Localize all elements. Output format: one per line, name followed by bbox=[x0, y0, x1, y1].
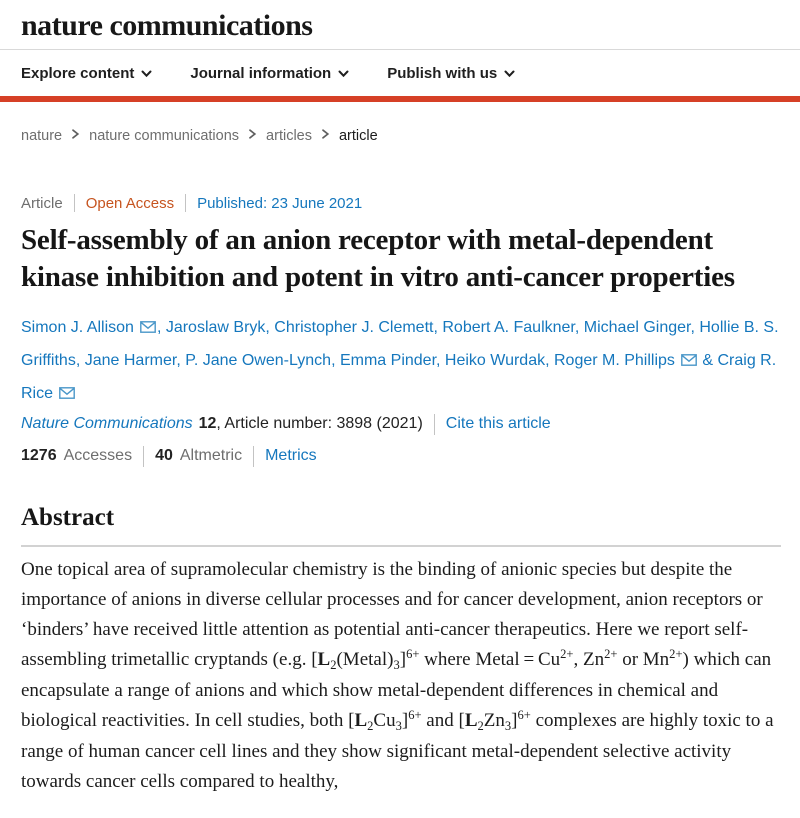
accesses-label: Accesses bbox=[63, 447, 133, 464]
separator bbox=[434, 414, 435, 435]
author-separator: , bbox=[545, 352, 554, 369]
author-separator: , bbox=[690, 319, 700, 336]
nav-item-explore-content[interactable] bbox=[21, 65, 152, 82]
breadcrumb-link-nature[interactable]: nature bbox=[21, 128, 63, 144]
author-link[interactable]: Roger M. Phillips bbox=[553, 352, 675, 369]
email-icon[interactable] bbox=[59, 387, 75, 399]
chevron-right-icon bbox=[321, 128, 330, 144]
article-title: Self-assembly of an anion receptor with metal-dependent kinase inhibition and potent in vitro anti-cancer properties bbox=[21, 224, 735, 293]
citation-year: (2021) bbox=[376, 415, 423, 432]
author-link[interactable]: Robert A. Faulkner bbox=[442, 319, 575, 336]
metrics-line bbox=[21, 444, 781, 468]
chevron-right-icon bbox=[248, 128, 257, 144]
author-link[interactable]: Christopher J. Clemett bbox=[274, 319, 434, 336]
article-type-label: Article bbox=[21, 194, 63, 212]
author-separator: , bbox=[574, 319, 584, 336]
article-number: 3898 bbox=[336, 415, 373, 432]
article-page bbox=[0, 128, 800, 797]
volume-number: 12 bbox=[198, 415, 217, 432]
author-separator: & bbox=[697, 352, 718, 369]
breadcrumb-current: article bbox=[338, 128, 378, 144]
site-header bbox=[0, 0, 800, 102]
email-icon[interactable] bbox=[140, 321, 156, 333]
email-icon[interactable] bbox=[681, 354, 697, 366]
abstract-paragraph: One topical area of supramolecular chemistry is the binding of anionic species but despite the importance of anions in diverse cellular processes and for cancer development, anion receptors or ‘binders’ have received little attention as potential anti-cancer therapeutics. Here we report self-assembling trimetallic cryptands (e.g. [L2(Metal)3]$^{6+}$ where Metal = $Cu^{2+}$, $Zn^{2+}$ or $Mn^{2+}$) which can encapsulate a range of anions and which show metal-dependent differences in chemical and biological reactivities. In cell studies, both $[L2Cu3]^{6+}$ and $[L2Zn3]^{6+}$ complexes are highly toxic to a range of human cancer cell lines and they show significant metal-dependent selective activity towards cancer cells compared to healthy, bbox=[21, 559, 774, 792]
metrics-link[interactable]: Metrics bbox=[265, 447, 317, 464]
main-nav bbox=[0, 50, 800, 96]
nav-item-label: Publish with us bbox=[387, 65, 498, 82]
author-list bbox=[21, 311, 781, 410]
author-separator: , bbox=[433, 319, 443, 336]
published-date: Published: 23 June 2021 bbox=[197, 194, 363, 212]
altmetric-label: Altmetric bbox=[179, 447, 243, 464]
nav-item-label: Journal information bbox=[190, 65, 332, 82]
cite-article-link[interactable]: Cite this article bbox=[445, 415, 551, 432]
author-link[interactable]: Hollie B. S. Griffiths bbox=[21, 319, 779, 369]
abstract-heading: Abstract bbox=[21, 504, 115, 531]
author-separator: , bbox=[436, 352, 445, 369]
author-link[interactable]: Simon J. Allison bbox=[21, 319, 134, 336]
author-link[interactable]: P. Jane Owen-Lynch bbox=[185, 352, 332, 369]
journal-link[interactable]: Nature Communications bbox=[21, 415, 193, 432]
separator bbox=[143, 446, 144, 467]
nav-item-publish-with-us[interactable] bbox=[387, 65, 515, 82]
author-link[interactable]: Emma Pinder bbox=[339, 352, 437, 369]
chevron-down-icon bbox=[141, 65, 152, 82]
author-link[interactable]: Jane Harmer bbox=[84, 352, 177, 369]
chevron-down-icon bbox=[504, 65, 515, 82]
article-number-label: , Article number: bbox=[216, 415, 333, 432]
nav-item-label: Explore content bbox=[21, 65, 135, 82]
author-separator: , bbox=[156, 319, 166, 336]
author-link[interactable]: Craig R. Rice bbox=[21, 352, 777, 402]
article-meta-line bbox=[21, 194, 781, 212]
breadcrumb-link-articles[interactable]: articles bbox=[266, 128, 312, 144]
author-separator: , bbox=[75, 352, 85, 369]
author-separator: , bbox=[176, 352, 186, 369]
breadcrumb-link-nature-communications[interactable]: nature communications bbox=[89, 128, 240, 144]
journal-logo[interactable]: nature communications bbox=[21, 9, 313, 42]
abstract-divider bbox=[21, 545, 781, 547]
separator bbox=[253, 446, 254, 467]
brand-red-bar bbox=[0, 96, 800, 102]
author-separator: , bbox=[331, 352, 340, 369]
author-link[interactable]: Heiko Wurdak bbox=[444, 352, 546, 369]
author-separator: , bbox=[265, 319, 275, 336]
altmetric-count: 40 bbox=[155, 447, 173, 464]
separator bbox=[185, 194, 186, 212]
citation-line bbox=[21, 412, 781, 436]
accesses-count: 1276 bbox=[21, 447, 57, 464]
separator bbox=[74, 194, 75, 212]
open-access-label: Open Access bbox=[85, 194, 175, 212]
author-link[interactable]: Jaroslaw Bryk bbox=[165, 319, 266, 336]
chevron-right-icon bbox=[71, 128, 80, 144]
author-link[interactable]: Michael Ginger bbox=[583, 319, 691, 336]
chevron-down-icon bbox=[338, 65, 349, 82]
breadcrumb bbox=[21, 128, 781, 144]
nav-item-journal-information[interactable] bbox=[190, 65, 349, 82]
